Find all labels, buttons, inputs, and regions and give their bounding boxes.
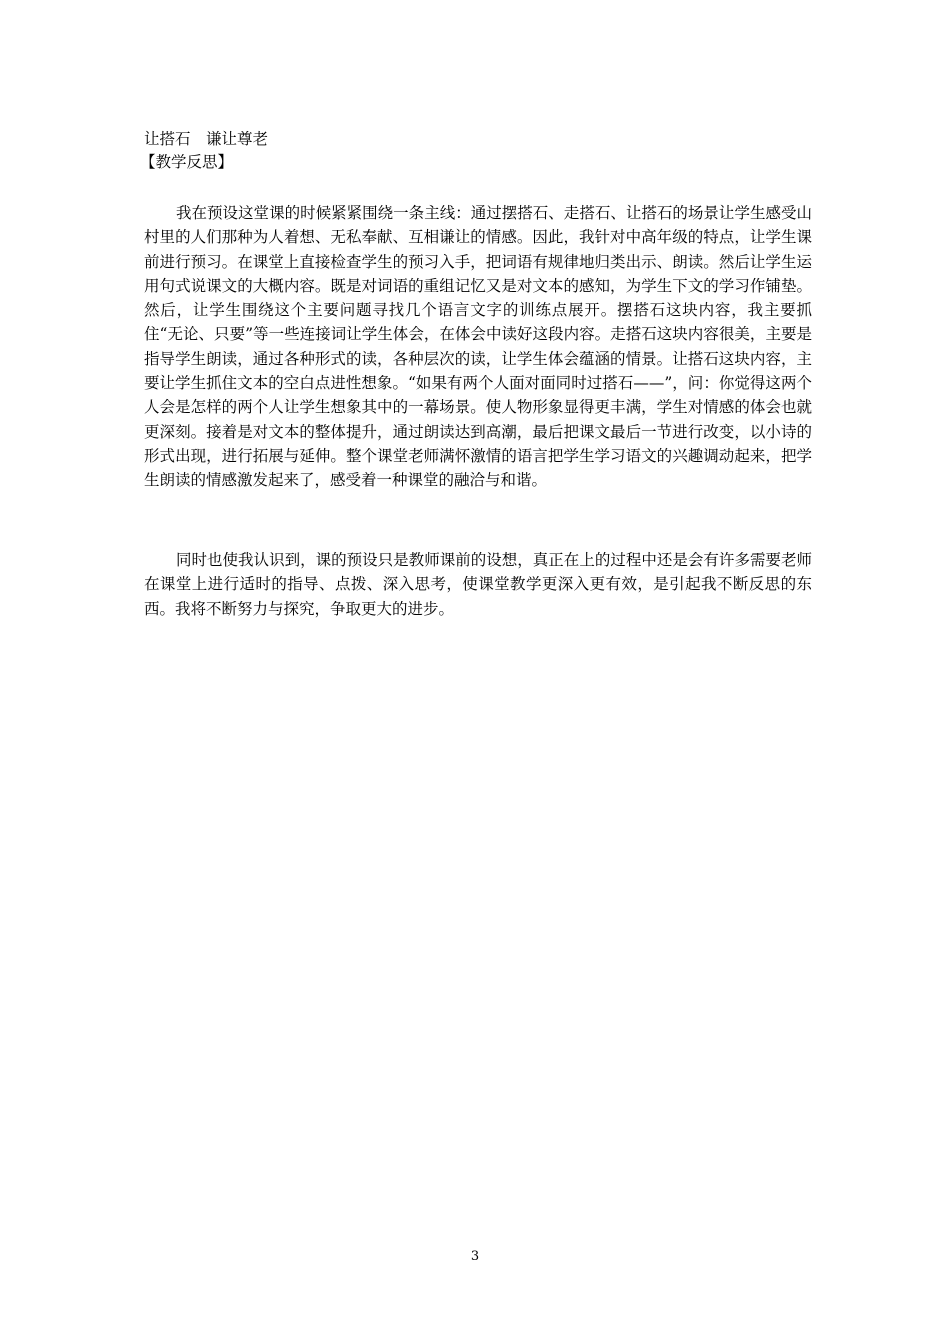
reflection-paragraph: 我在预设这堂课的时候紧紧围绕一条主线：通过摆搭石、走搭石、让搭石的场景让学生感受山村里的人们那种为人着想、无私奉献、互相谦让的情感。因此，我针对中高年级的特点，让学生课前进行预习。在课堂上直接检查学生的预习入手，把词语有规律地归类出示、朗读。然后让学生运用句式说课文的大概内容。既是对词语的重组记忆又是对文本的感知，为学生下文的学习作铺垫。然后，让学生围绕这个主要问题寻找几个语言文字的训练点展开。摆搭石这块内容，我主要抓住“无论、只要”等一些连接词让学生体会，在体会中读好这段内容。走搭石这块内容很美，主要是指导学生朗读，通过各种形式的读，各种层次的读，让学生体会蕴涵的情景。让搭石这块内容，主要让学生抓住文本的空白点进性想象。“如果有两个人面对面同时过搭石——”，问：你觉得这两个人会是怎样的两个人让学生想象其中的一幕场景。使人物形象显得更丰满，学生对情感的体会也就更深刻。接着是对文本的整体提升，通过朗读达到高潮，最后把课文最后一节进行改变，以小诗的形式出现，进行拓展与延伸。整个课堂老师满怀激情的语言把学生学习语文的兴趣调动起来，把学生朗读的情感激发起来了，感受着一种课堂的融洽与和谐。	[144, 204, 812, 490]
section-heading: 【教学反思】	[140, 153, 234, 171]
reflection-paragraph: 同时也使我认识到，课的预设只是教师课前的设想，真正在上的过程中还是会有许多需要老师在课堂上进行适时的指导、点拨、深入思考，使课堂教学更深入更有效，是引起我不断反思的东西。我将不断努力与探究，争取更大的进步。	[144, 551, 812, 618]
page-number: 3	[470, 1249, 480, 1264]
lesson-title-line: 让搭石 谦让尊老	[144, 130, 269, 148]
